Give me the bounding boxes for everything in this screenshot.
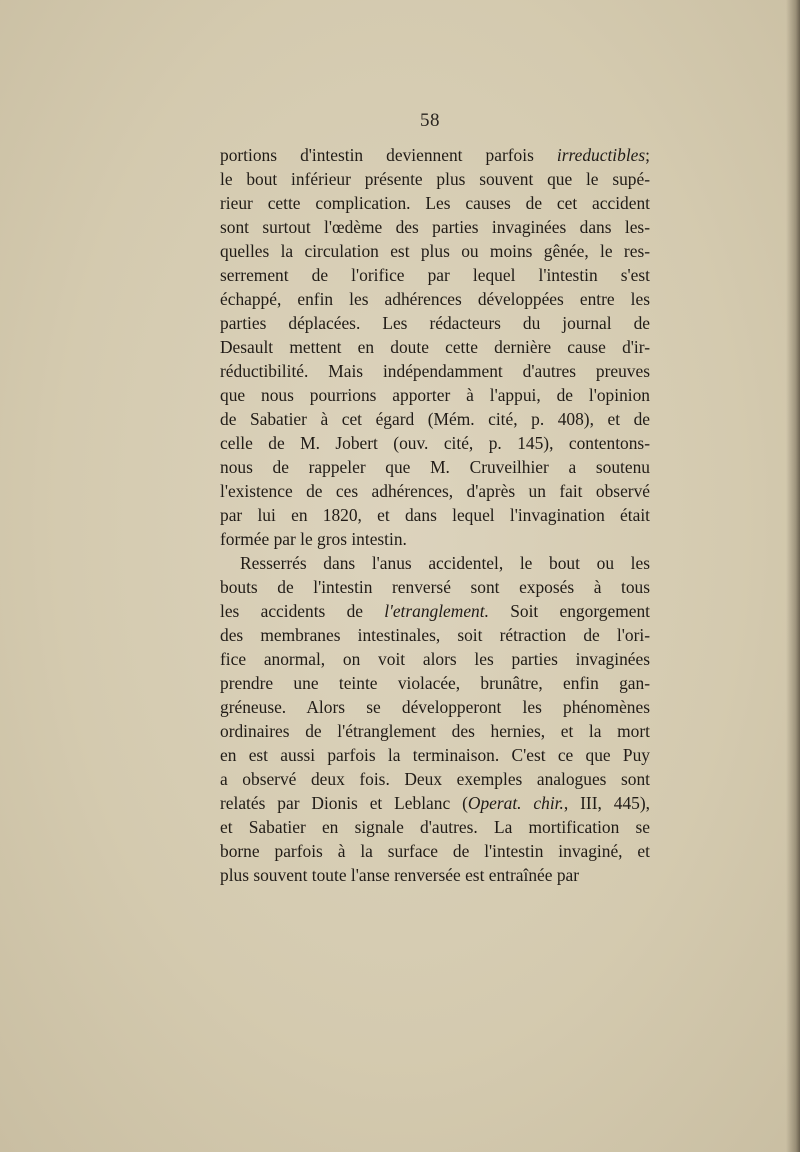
text-run: gréneuse. Alors se développeront les phénomènes [220,697,650,717]
text-run: serrement de l'orifice par lequel l'intestin s'est [220,265,650,285]
text-run: a observé deux fois. Deux exemples analogues sont [220,769,650,789]
text-line [220,503,650,527]
text-run: les accidents de [220,601,385,621]
text-line [220,359,650,383]
text-line [220,239,650,263]
text-line [220,623,650,647]
text-run: par lui en 1820, et dans lequel l'invagination était [220,505,650,525]
text-run: Resserrés dans l'anus accidentel, le bout ou les [240,553,650,573]
text-run: rieur cette complication. Les causes de cet accident [220,193,650,213]
text-line [220,287,650,311]
text-line [220,599,650,623]
text-run: et Sabatier en signale d'autres. La mortification se [220,817,650,837]
text-line [220,791,650,815]
text-line [220,383,650,407]
text-line [220,215,650,239]
text-line [220,815,650,839]
text-run: ; [645,145,650,165]
text-line [220,455,650,479]
text-run: de Sabatier à cet égard (Mém. cité, p. 408), et de [220,409,650,429]
text-run: plus souvent toute l'anse renversée est entraînée par [220,865,580,885]
text-line [220,647,650,671]
text-run: l'existence de ces adhérences, d'après un fait observé [220,481,650,501]
text-line [220,431,650,455]
page-edge-shadow [786,0,800,1152]
text-run: le bout inférieur présente plus souvent que le supé- [220,169,650,189]
text-line [220,719,650,743]
page-number: 58 [420,110,440,131]
text-run: que nous pourrions apporter à l'appui, de l'opinion [220,385,650,405]
text-line [220,167,650,191]
text-line [220,527,650,551]
text-line [220,671,650,695]
text-run: réductibilité. Mais indépendamment d'autres preuves [220,361,650,381]
text-run: Soit engorgement [488,601,650,621]
text-line [220,839,650,863]
text-run: formée par le gros intestin. [220,529,407,549]
text-run: Desault mettent en doute cette dernière cause d'ir- [220,337,650,357]
text-line [220,863,650,887]
text-run: quelles la circulation est plus ou moins gênée, le res- [220,241,650,261]
text-run: parties déplacées. Les rédacteurs du journal de [220,313,650,333]
text-run: celle de M. Jobert (ouv. cité, p. 145), contentons- [220,433,650,453]
text-run: bouts de l'intestin renversé sont exposés à tous [220,577,650,597]
text-run: relatés par Dionis et Leblanc ( [220,793,468,813]
italic-text: irreductibles [556,145,646,165]
text-line [220,191,650,215]
text-run: échappé, enfin les adhérences développées entre les [220,289,650,309]
text-run: sont surtout l'œdème des parties invaginées dans les- [220,217,650,237]
body-text [220,143,650,887]
text-line [220,143,650,167]
text-run: fice anormal, on voit alors les parties invaginées [220,649,650,669]
text-run: ordinaires de l'étranglement des hernies, et la mort [220,721,650,741]
text-line [220,311,650,335]
text-line [220,551,650,575]
text-line [220,575,650,599]
text-line [220,407,650,431]
text-run: des membranes intestinales, soit rétraction de l'ori- [220,625,650,645]
text-line [220,263,650,287]
italic-text: Operat. chir. [467,793,564,813]
text-run: en est aussi parfois la terminaison. C'est ce que Puy [220,745,650,765]
text-line [220,767,650,791]
text-run: portions d'intestin deviennent parfois [220,145,557,165]
text-run: nous de rappeler que M. Cruveilhier a soutenu [220,457,650,477]
text-run: , III, 445), [563,793,650,813]
italic-text: l'etranglement. [384,601,489,621]
text-line [220,479,650,503]
text-line [220,695,650,719]
text-line [220,335,650,359]
text-run: prendre une teinte violacée, brunâtre, enfin gan- [220,673,650,693]
text-run: borne parfois à la surface de l'intestin invaginé, et [220,841,650,861]
text-line [220,743,650,767]
